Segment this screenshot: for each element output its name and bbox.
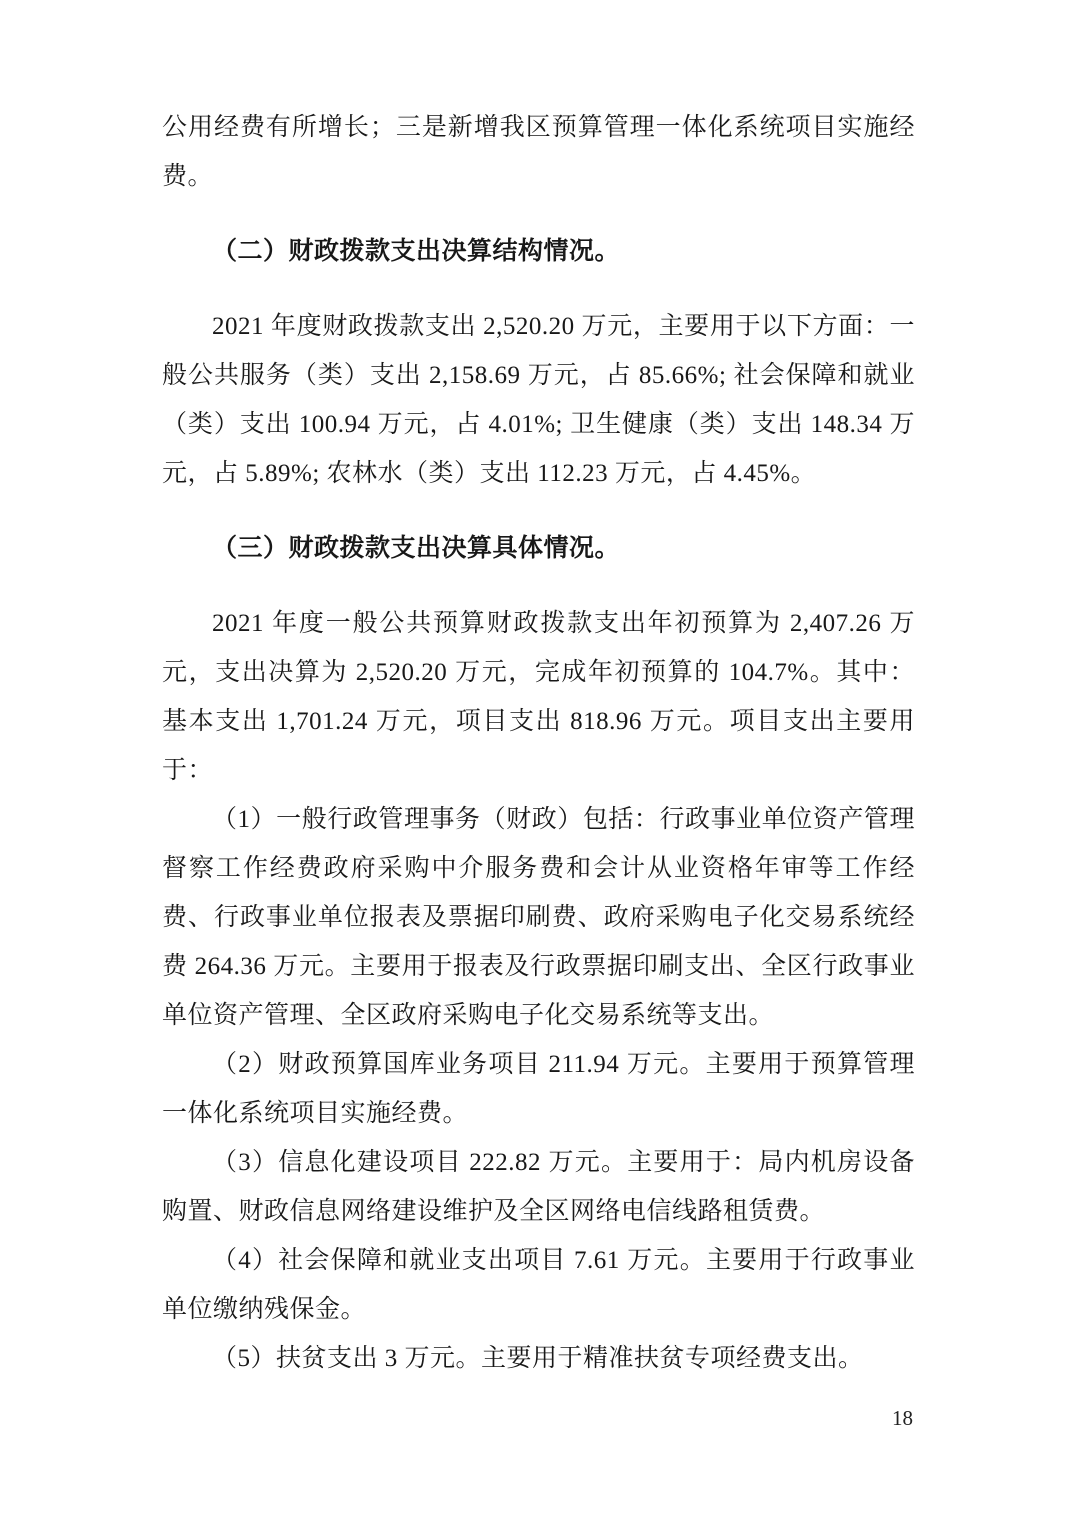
- text-line: 元，支出决算为 2,520.20 万元，完成年初预算的 104.7%。其中：: [162, 659, 915, 686]
- text-line: 于：: [162, 757, 214, 784]
- text-line: 公用经费有所增长；三是新增我区预算管理一体化系统项目实施经: [162, 114, 915, 141]
- text-line: 单位缴纳残保金。: [162, 1296, 367, 1323]
- text-line: （1）一般行政管理事务（财政）包括：行政事业单位资产管理: [212, 806, 915, 833]
- section-heading-text: （二）财政拨款支出决算结构情况。: [212, 238, 621, 265]
- section-heading: [162, 524, 915, 573]
- text-line: （2）财政预算国库业务项目 211.94 万元。主要用于预算管理: [212, 1051, 915, 1078]
- text-line: 购置、财政信息网络建设维护及全区网络电信线路租赁费。: [162, 1198, 826, 1225]
- text-line: 费。: [162, 163, 214, 190]
- text-line: 元，占 5.89%; 农林水（类）支出 112.23 万元，占 4.45%。: [162, 460, 817, 487]
- section-heading: [162, 227, 915, 276]
- section-heading-text: （三）财政拨款支出决算具体情况。: [212, 535, 621, 562]
- text-line: （3）信息化建设项目 222.82 万元。主要用于：局内机房设备: [212, 1149, 915, 1176]
- text-line: 督察工作经费政府采购中介服务费和会计从业资格年审等工作经: [162, 855, 915, 882]
- text-line: （5）扶贫支出 3 万元。主要用于精准扶贫专项经费支出。: [212, 1345, 864, 1372]
- text-line: 2021 年度一般公共预算财政拨款支出年初预算为 2,407.26 万: [212, 610, 915, 637]
- paragraph: [162, 1334, 915, 1383]
- paragraph: [162, 1138, 915, 1236]
- paragraph: [162, 302, 915, 498]
- text-line: 费、行政事业单位报表及票据印刷费、政府采购电子化交易系统经: [162, 904, 915, 931]
- text-line: 基本支出 1,701.24 万元，项目支出 818.96 万元。项目支出主要用: [162, 708, 915, 735]
- text-line: 费 264.36 万元。主要用于报表及行政票据印刷支出、全区行政事业: [162, 953, 915, 980]
- paragraph: [162, 1236, 915, 1334]
- text-line: （4）社会保障和就业支出项目 7.61 万元。主要用于行政事业: [212, 1247, 915, 1274]
- text-line: 2021 年度财政拨款支出 2,520.20 万元，主要用于以下方面：一: [212, 313, 915, 340]
- text-line: （类）支出 100.94 万元，占 4.01%; 卫生健康（类）支出 148.34 万: [162, 411, 915, 438]
- document-body: [162, 103, 915, 1383]
- paragraph: [162, 1040, 915, 1138]
- paragraph: [162, 795, 915, 1040]
- text-line: 般公共服务（类）支出 2,158.69 万元，占 85.66%; 社会保障和就业: [162, 362, 915, 389]
- text-line: 单位资产管理、全区政府采购电子化交易系统等支出。: [162, 1002, 775, 1029]
- paragraph: [162, 103, 915, 201]
- paragraph: [162, 599, 915, 795]
- page-number: 18: [892, 1406, 913, 1430]
- text-line: 一体化系统项目实施经费。: [162, 1100, 469, 1127]
